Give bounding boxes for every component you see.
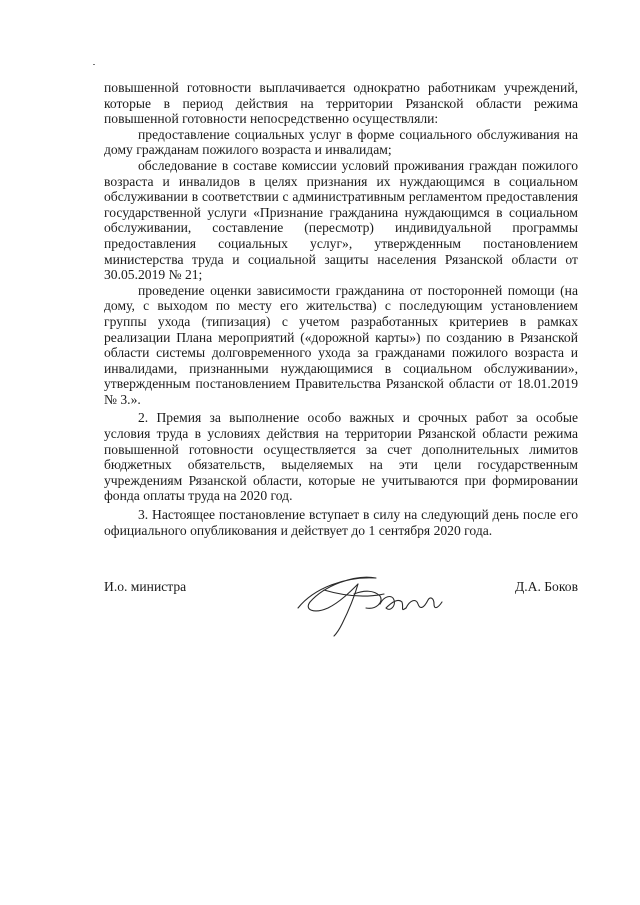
paragraph-bonus-funding: 2. Премия за выполнение особо важных и срочных работ за особые условия труда в условиях действия на территории Рязанской области режима повышенной готовности осуществляется за счет дополнительных лимитов бюджетных обязательств, выделяемых на эти цели государственным учреждениям Рязанской области, которые не учитываются при формировании фонда оплаты труда на 2020 год. (104, 410, 578, 504)
paragraph-home-services: предоставление социальных услуг в форме социального обслуживания на дому гражданам пожилого возраста и инвалидам; (104, 126, 578, 158)
signatory-name: Д.А. Боков (514, 579, 578, 594)
paragraph-dependency-assessment: проведение оценки зависимости гражданина от посторонней помощи (на дому, с выходом по месту его жительства) с последующим установлением группы ухода (типизация) с учетом разработанных критериев в рамках реализации Плана мероприятий («дорожной карты») по созданию в Рязанской области системы долговременного ухода за гражданами пожилого возраста и инвалидами, признанными нуждающимися в социальном обслуживании», утвержденным постановлением Правительства Рязанской области от 18.01.2019 № 3.». (104, 282, 578, 407)
document-body (104, 80, 578, 538)
signatory-position: И.о. министра (104, 579, 187, 594)
scan-mark (93, 64, 95, 65)
paragraph-entry-into-force: 3. Настоящее постановление вступает в силу на следующий день после его официального опубликования и действует до 1 сентября 2020 года. (104, 507, 578, 538)
handwritten-signature (284, 568, 460, 638)
paragraph-continuation: повышенной готовности выплачивается однократно работникам учреждений, которые в период действия на территории Рязанской области режима повышенной готовности непосредственно осуществляли: (104, 80, 578, 127)
paragraph-commission-inspection: обследование в составе комиссии условий проживания граждан пожилого возраста и инвалидов в целях признания их нуждающимся в социальном обслуживании в соответствии с административным регламентом предоставления государственной услуги «Признание гражданина нуждающимся в социальном обслуживании, составление (пересмотр) индивидуальной программы предоставления социальных услуг», утвержденным постановлением министерства труда и социальной защиты населения Рязанской области от 30.05.2019 № 21; (104, 157, 578, 283)
signature-block (104, 568, 578, 648)
